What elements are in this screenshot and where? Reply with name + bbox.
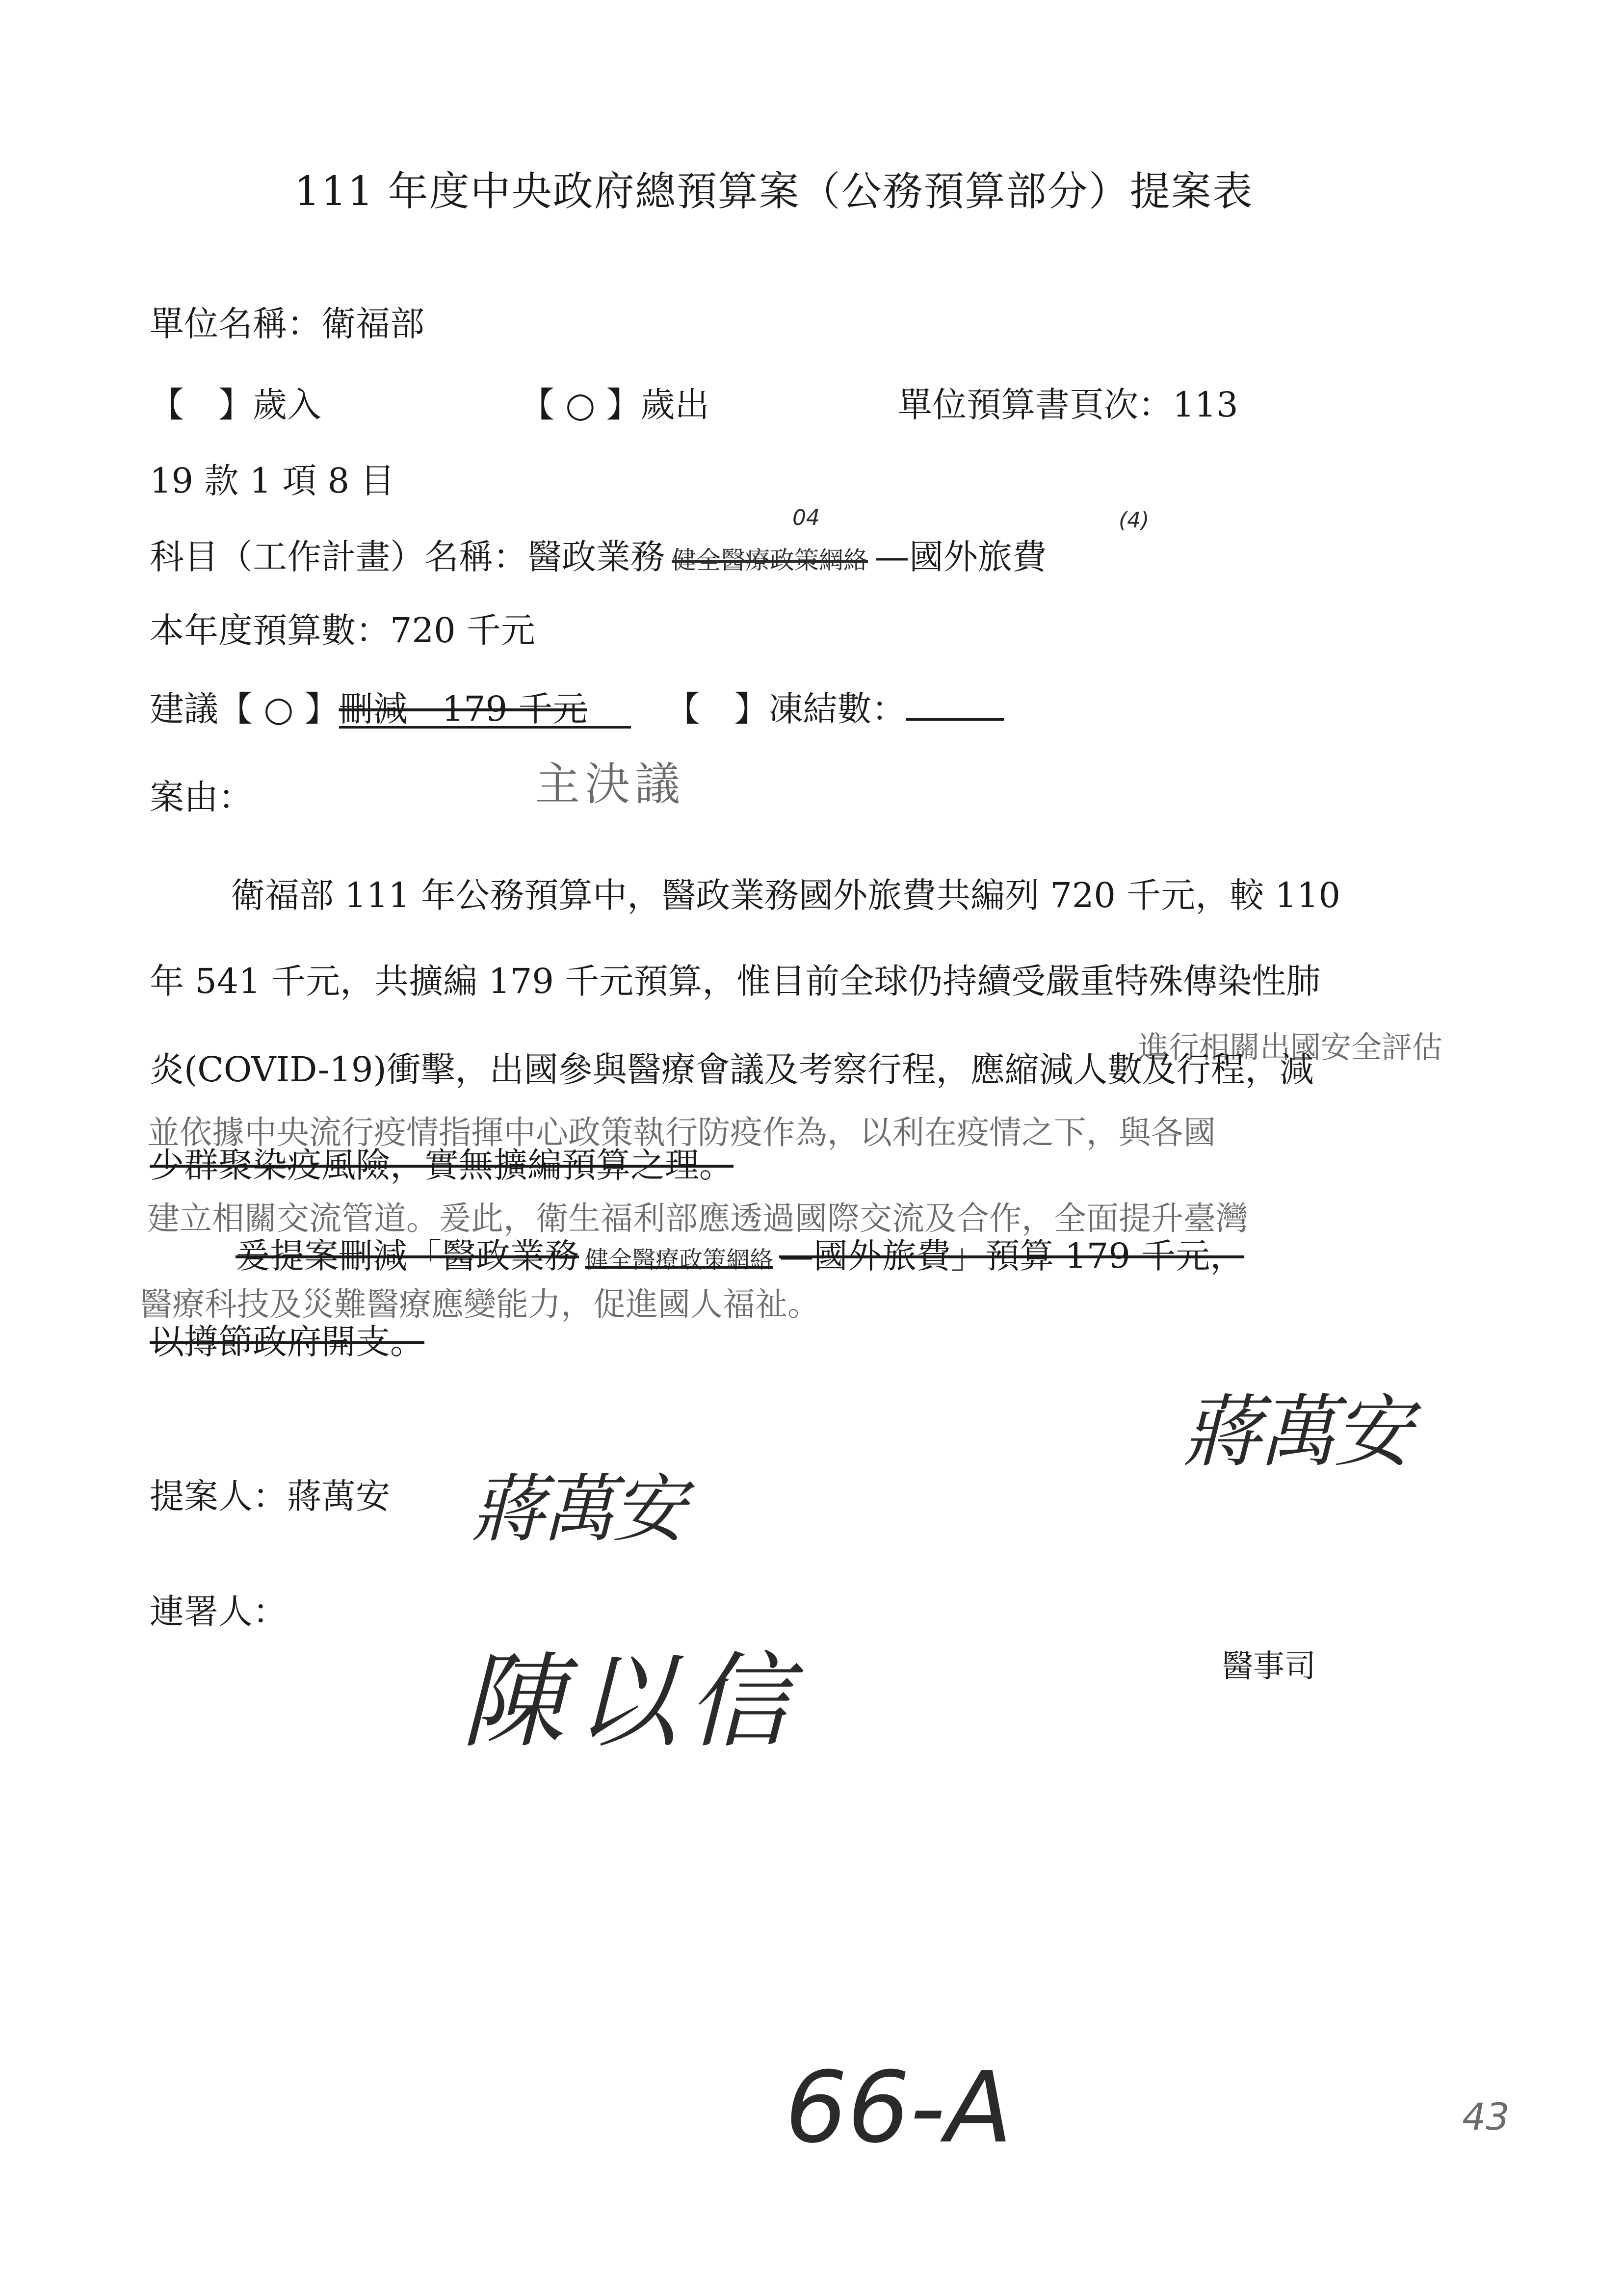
department-label: 醫事司: [1222, 1648, 1316, 1685]
reason-paragraph-2: 年 541 千元，共擴編 179 千元預算，惟目前全球仍持續受嚴重特殊傳染性肺: [150, 961, 1321, 1001]
page-number-mark: 66-A: [785, 2051, 1013, 2165]
reason-paragraph-5-end: —國外旅費」預算 179 千元，: [779, 1236, 1245, 1276]
cosigner-signature: 陳以信: [461, 1642, 800, 1762]
reason-paragraph-1: 衛福部 111 年公務預算中，醫政業務國外旅費共編列 720 千元，較 110: [231, 875, 1341, 915]
proposer-signature: 蔣萬安: [471, 1467, 683, 1552]
resolution-stamp: 主決議: [535, 758, 685, 810]
page-reference: 單位預算書頁次：113: [898, 385, 1238, 425]
reason-label: 案由：: [150, 777, 253, 817]
unit-name: 單位名稱：衛福部: [150, 304, 424, 344]
handwritten-revision-line-3: 建立相關交流管道。爰此，衛生福利部應透過國際交流及合作，全面提升臺灣: [147, 1200, 1248, 1237]
reason-paragraph-6: 以撙節政府開支。: [150, 1322, 424, 1362]
reason-paragraph-3: 炎(COVID-19)衝擊，出國參與醫療會議及考察行程，應縮減人數及行程，減: [150, 1049, 1314, 1090]
reason-paragraph-5: [236, 1236, 1245, 1276]
subject-label: 科目（工作計畫）名稱：醫政業務: [150, 537, 665, 577]
subject-line: [150, 537, 1047, 577]
revenue-option: 【 】歲入: [150, 385, 321, 425]
proposer-label: 提案人：蔣萬安: [150, 1476, 390, 1516]
annual-budget: 本年度預算數：720 千元: [150, 610, 535, 651]
subject-end: —國外旅費: [875, 537, 1047, 577]
item-code: 19 款 1 項 8 目: [150, 461, 395, 501]
reason-paragraph-5-start: 爰提案刪減「醫政業務: [236, 1236, 579, 1276]
handwritten-revision-line-4: 醫療科技及災難醫療應變能力，促進國人福祉。: [140, 1285, 820, 1323]
proposal-line: [150, 689, 1004, 729]
reason-paragraph-5-handwritten: 健全醫療政策網絡: [585, 1246, 774, 1274]
cosigner-label: 連署人：: [150, 1592, 287, 1632]
expenditure-option: 【 ○ 】歲出: [520, 385, 709, 425]
document-title: 111 年度中央政府總預算案（公務預算部分）提案表: [294, 168, 1254, 215]
subject-handwritten-mid: 健全醫療政策網絡: [672, 546, 868, 574]
corner-page-mark: 43: [1462, 2095, 1510, 2139]
side-signature: 蔣萬安: [1182, 1386, 1410, 1478]
proposal-prefix: 建議【 ○ 】: [150, 689, 339, 729]
handwritten-note-4: (4): [1119, 508, 1150, 533]
proposal-cut-amount: 刪減 179 千元: [339, 692, 631, 729]
handwritten-revision-line-2: 並依據中央流行疫情指揮中心政策執行防疫作為，以利在疫情之下，與各國: [147, 1114, 1216, 1151]
handwritten-note-04: 04: [792, 505, 820, 530]
handwritten-revision-line-1: 進行相關出國安全評估: [1138, 1029, 1443, 1065]
proposal-freeze: 【 】凍結數：: [665, 689, 906, 729]
reason-paragraph-4: 少群聚染疫風險，實無擴編預算之理。: [150, 1145, 733, 1185]
